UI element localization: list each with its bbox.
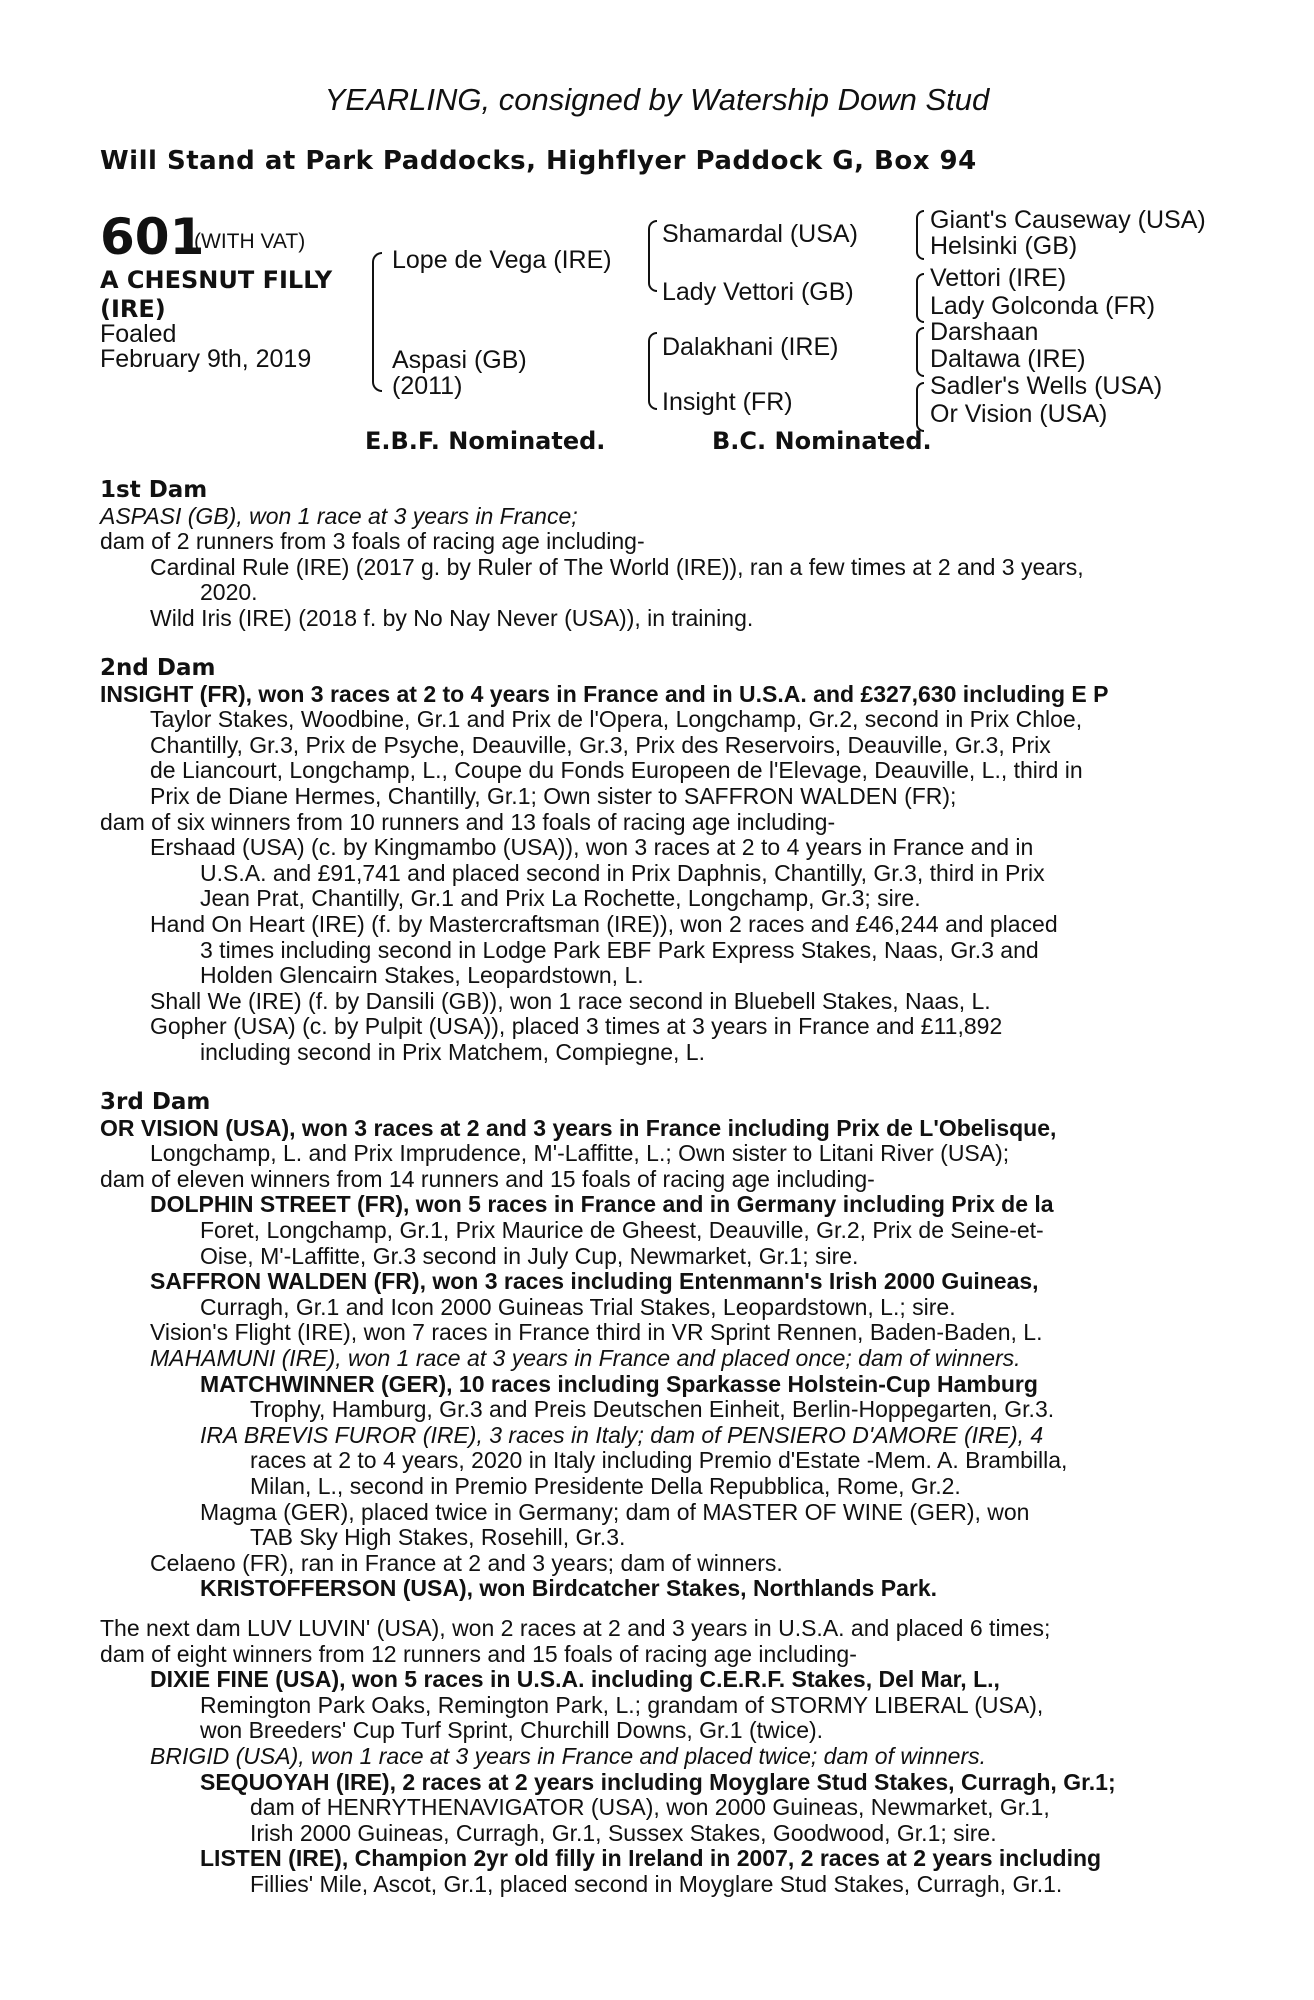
- bc-nominated: B.C. Nominated.: [712, 427, 932, 455]
- gen3-name-2: Helsinki (GB): [930, 232, 1078, 260]
- dam-year: (2011): [392, 372, 463, 400]
- second-dam-line: 3 times including second in Lodge Park EBF Park Express Stakes, Naas, Gr.3 and: [200, 936, 1039, 963]
- third-dam-line: TAB Sky High Stakes, Rosehill, Gr.3.: [250, 1524, 626, 1551]
- vat-note: (WITH VAT): [194, 230, 306, 253]
- third-dam-line: SAFFRON WALDEN (FR), won 3 races including Entenmann's Irish 2000 Guineas,: [150, 1268, 1039, 1295]
- second-dam-line: including second in Prix Matchem, Compiegne, L.: [200, 1038, 705, 1065]
- third-dam-line: Milan, L., second in Premio Presidente Della Repubblica, Rome, Gr.2.: [250, 1472, 961, 1499]
- second-dam-line: dam of six winners from 10 runners and 13 foals of racing age including-: [100, 808, 836, 835]
- foaled-date: February 9th, 2019: [100, 345, 312, 373]
- dam-name: Aspasi (GB): [392, 346, 527, 374]
- second-dam-line: Chantilly, Gr.3, Prix de Psyche, Deauville, Gr.3, Prix des Reservoirs, Deauville, Gr.3, Prix: [150, 731, 1051, 758]
- third-dam-line: Trophy, Hamburg, Gr.3 and Preis Deutschen Einheit, Berlin-Hoppegarten, Gr.3.: [250, 1396, 1055, 1423]
- pedigree-brace-g78: [916, 382, 924, 408]
- third-dam-heading: 3rd Dam: [100, 1089, 211, 1115]
- second-dam-line: Gopher (USA) (c. by Pulpit (USA)), placed 3 times at 3 years in France and £11,892: [150, 1013, 1003, 1040]
- pedigree-brace-g56-lower: [916, 351, 924, 377]
- second-dam-line: Shall We (IRE) (f. by Dansili (GB)), won 1 race second in Bluebell Stakes, Naas, L.: [150, 987, 991, 1014]
- third-dam-line: MAHAMUNI (IRE), won 1 race at 3 years in France and placed once; dam of winners.: [150, 1344, 1021, 1371]
- first-dam-line: Cardinal Rule (IRE) (2017 g. by Ruler of The World (IRE)), ran a few times at 2 and 3 years,: [150, 553, 1084, 580]
- next-dam-line: Irish 2000 Guineas, Curragh, Gr.1, Sussex Stakes, Goodwood, Gr.1; sire.: [250, 1819, 997, 1846]
- second-dam-heading: 2nd Dam: [100, 655, 216, 681]
- pedigree-brace-g12: [916, 210, 924, 236]
- next-dam-line: Remington Park Oaks, Remington Park, L.; grandam of STORMY LIBERAL (USA),: [200, 1691, 1044, 1718]
- lot-number: 601: [100, 208, 205, 266]
- third-dam-line: Curragh, Gr.1 and Icon 2000 Guineas Trial Stakes, Leopardstown, L.; sire.: [200, 1293, 956, 1320]
- gen3-name-7: Sadler's Wells (USA): [930, 372, 1163, 400]
- third-dam-line: KRISTOFFERSON (USA), won Birdcatcher Stakes, Northlands Park.: [200, 1575, 937, 1602]
- pedigree-brace-sire-line-lower: [648, 250, 657, 292]
- first-dam-line: dam of 2 runners from 3 foals of racing age including-: [100, 528, 645, 555]
- pedigree-brace-dam-line: [648, 332, 657, 374]
- third-dam-line: Oise, M'-Laffitte, Gr.3 second in July Cup, Newmarket, Gr.1; sire.: [200, 1242, 859, 1269]
- second-dam-line: INSIGHT (FR), won 3 races at 2 to 4 years in France and in U.S.A. and £327,630 including E P: [100, 680, 1109, 707]
- next-dam-line: SEQUOYAH (IRE), 2 races at 2 years including Moyglare Stud Stakes, Curragh, Gr.1;: [200, 1768, 1116, 1795]
- gen3-name-4: Lady Golconda (FR): [930, 292, 1156, 320]
- next-dam-section: [100, 1616, 1204, 1898]
- sire-sire-name: Shamardal (USA): [662, 220, 858, 248]
- first-dam-line: ASPASI (GB), won 1 race at 3 years in France;: [100, 502, 578, 529]
- third-dam-line: Foret, Longchamp, Gr.1, Prix Maurice de Gheest, Deauville, Gr.2, Prix de Seine-et-: [200, 1216, 1044, 1243]
- third-dam-line: Magma (GER), placed twice in Germany; dam of MASTER OF WINE (GER), won: [200, 1498, 1030, 1525]
- next-dam-line: dam of eight winners from 12 runners and 15 foals of racing age including-: [100, 1640, 857, 1667]
- next-dam-line: won Breeders' Cup Turf Sprint, Churchill Downs, Gr.1 (twice).: [200, 1717, 824, 1744]
- gen3-name-1: Giant's Causeway (USA): [930, 206, 1206, 234]
- third-dam-line: DOLPHIN STREET (FR), won 5 races in France and in Germany including Prix de la: [150, 1191, 1054, 1218]
- next-dam-line: dam of HENRYTHENAVIGATOR (USA), won 2000 Guineas, Newmarket, Gr.1,: [250, 1794, 1050, 1821]
- dam-sire-name: Dalakhani (IRE): [662, 333, 839, 361]
- third-dam-line: IRA BREVIS FUROR (IRE), 3 races in Italy; dam of PENSIERO D'AMORE (IRE), 4: [200, 1421, 1044, 1448]
- pedigree-brace-dam: [372, 326, 382, 392]
- pedigree-brace-dam-line-lower: [648, 372, 657, 410]
- sire-dam-name: Lady Vettori (GB): [662, 278, 854, 306]
- pedigree-brace-g56: [916, 327, 924, 353]
- second-dam-section: [100, 656, 1204, 1066]
- pedigree-brace-sire-line: [648, 220, 657, 252]
- third-dam-line: races at 2 to 4 years, 2020 in Italy including Premio d'Estate -Mem. A. Brambilla,: [250, 1447, 1068, 1474]
- second-dam-line: Jean Prat, Chantilly, Gr.1 and Prix La Rochette, Longchamp, Gr.3; sire.: [200, 885, 921, 912]
- gen3-name-6: Daltawa (IRE): [930, 345, 1086, 373]
- first-dam-heading: 1st Dam: [100, 477, 208, 503]
- third-dam-line: dam of eleven winners from 14 runners and 15 foals of racing age including-: [100, 1165, 875, 1192]
- first-dam-section: [100, 478, 1204, 632]
- pedigree-brace-g34: [916, 273, 924, 299]
- next-dam-line: The next dam LUV LUVIN' (USA), won 2 races at 2 and 3 years in U.S.A. and placed 6 times;: [100, 1615, 1051, 1641]
- pedigree-brace-sire: [372, 252, 382, 328]
- next-dam-line: BRIGID (USA), won 1 race at 3 years in France and placed twice; dam of winners.: [150, 1742, 987, 1769]
- next-dam-line: DIXIE FINE (USA), won 5 races in U.S.A. including C.E.R.F. Stakes, Del Mar, L.,: [150, 1666, 1000, 1693]
- third-dam-line: Celaeno (FR), ran in France at 2 and 3 years; dam of winners.: [150, 1549, 783, 1576]
- consignment-header: YEARLING, consigned by Watership Down Stud: [324, 82, 990, 117]
- pedigree-brace-g12-lower: [916, 234, 924, 260]
- second-dam-line: U.S.A. and £91,741 and placed second in Prix Daphnis, Chantilly, Gr.3, third in Prix: [200, 859, 1045, 886]
- ebf-nominated: E.B.F. Nominated.: [365, 427, 606, 455]
- gen3-name-8: Or Vision (USA): [930, 400, 1108, 428]
- third-dam-line: OR VISION (USA), won 3 races at 2 and 3 years in France including Prix de L'Obelisque,: [100, 1114, 1057, 1141]
- lot-description: A CHESNUT FILLY: [100, 266, 333, 294]
- dam-dam-name: Insight (FR): [662, 388, 793, 416]
- lot-description-country: (IRE): [100, 295, 166, 323]
- third-dam-line: MATCHWINNER (GER), 10 races including Sparkasse Holstein-Cup Hamburg: [200, 1370, 1038, 1397]
- second-dam-line: Hand On Heart (IRE) (f. by Mastercraftsman (IRE)), won 2 races and £46,244 and placed: [150, 910, 1058, 937]
- foaled-label: Foaled: [100, 320, 177, 348]
- third-dam-line: Vision's Flight (IRE), won 7 races in France third in VR Sprint Rennen, Baden-Baden, L.: [150, 1319, 1043, 1346]
- gen3-name-5: Darshaan: [930, 318, 1039, 346]
- second-dam-line: Ershaad (USA) (c. by Kingmambo (USA)), won 3 races at 2 to 4 years in France and in: [150, 834, 1034, 861]
- next-dam-line: LISTEN (IRE), Champion 2yr old filly in Ireland in 2007, 2 races at 2 years including: [200, 1845, 1102, 1872]
- first-dam-line: 2020.: [200, 579, 258, 606]
- third-dam-section: [100, 1090, 1204, 1602]
- gen3-name-3: Vettori (IRE): [930, 264, 1067, 292]
- first-dam-line: Wild Iris (IRE) (2018 f. by No Nay Never (USA)), in training.: [150, 604, 754, 631]
- sire-name: Lope de Vega (IRE): [392, 246, 612, 274]
- stand-location: Will Stand at Park Paddocks, Highflyer Paddock G, Box 94: [100, 146, 977, 176]
- second-dam-line: Taylor Stakes, Woodbine, Gr.1 and Prix de l'Opera, Longchamp, Gr.2, second in Prix Chloe,: [150, 706, 1083, 733]
- third-dam-line: Longchamp, L. and Prix Imprudence, M'-Laffitte, L.; Own sister to Litani River (USA);: [150, 1140, 1010, 1167]
- next-dam-line: Fillies' Mile, Ascot, Gr.1, placed second in Moyglare Stud Stakes, Curragh, Gr.1.: [250, 1870, 1063, 1897]
- second-dam-line: Holden Glencairn Stakes, Leopardstown, L.: [200, 962, 644, 989]
- second-dam-line: de Liancourt, Longchamp, L., Coupe du Fonds Europeen de l'Elevage, Deauville, L., third in: [150, 757, 1083, 784]
- second-dam-line: Prix de Diane Hermes, Chantilly, Gr.1; Own sister to SAFFRON WALDEN (FR);: [150, 782, 957, 809]
- pedigree-brace-g34-lower: [916, 297, 924, 323]
